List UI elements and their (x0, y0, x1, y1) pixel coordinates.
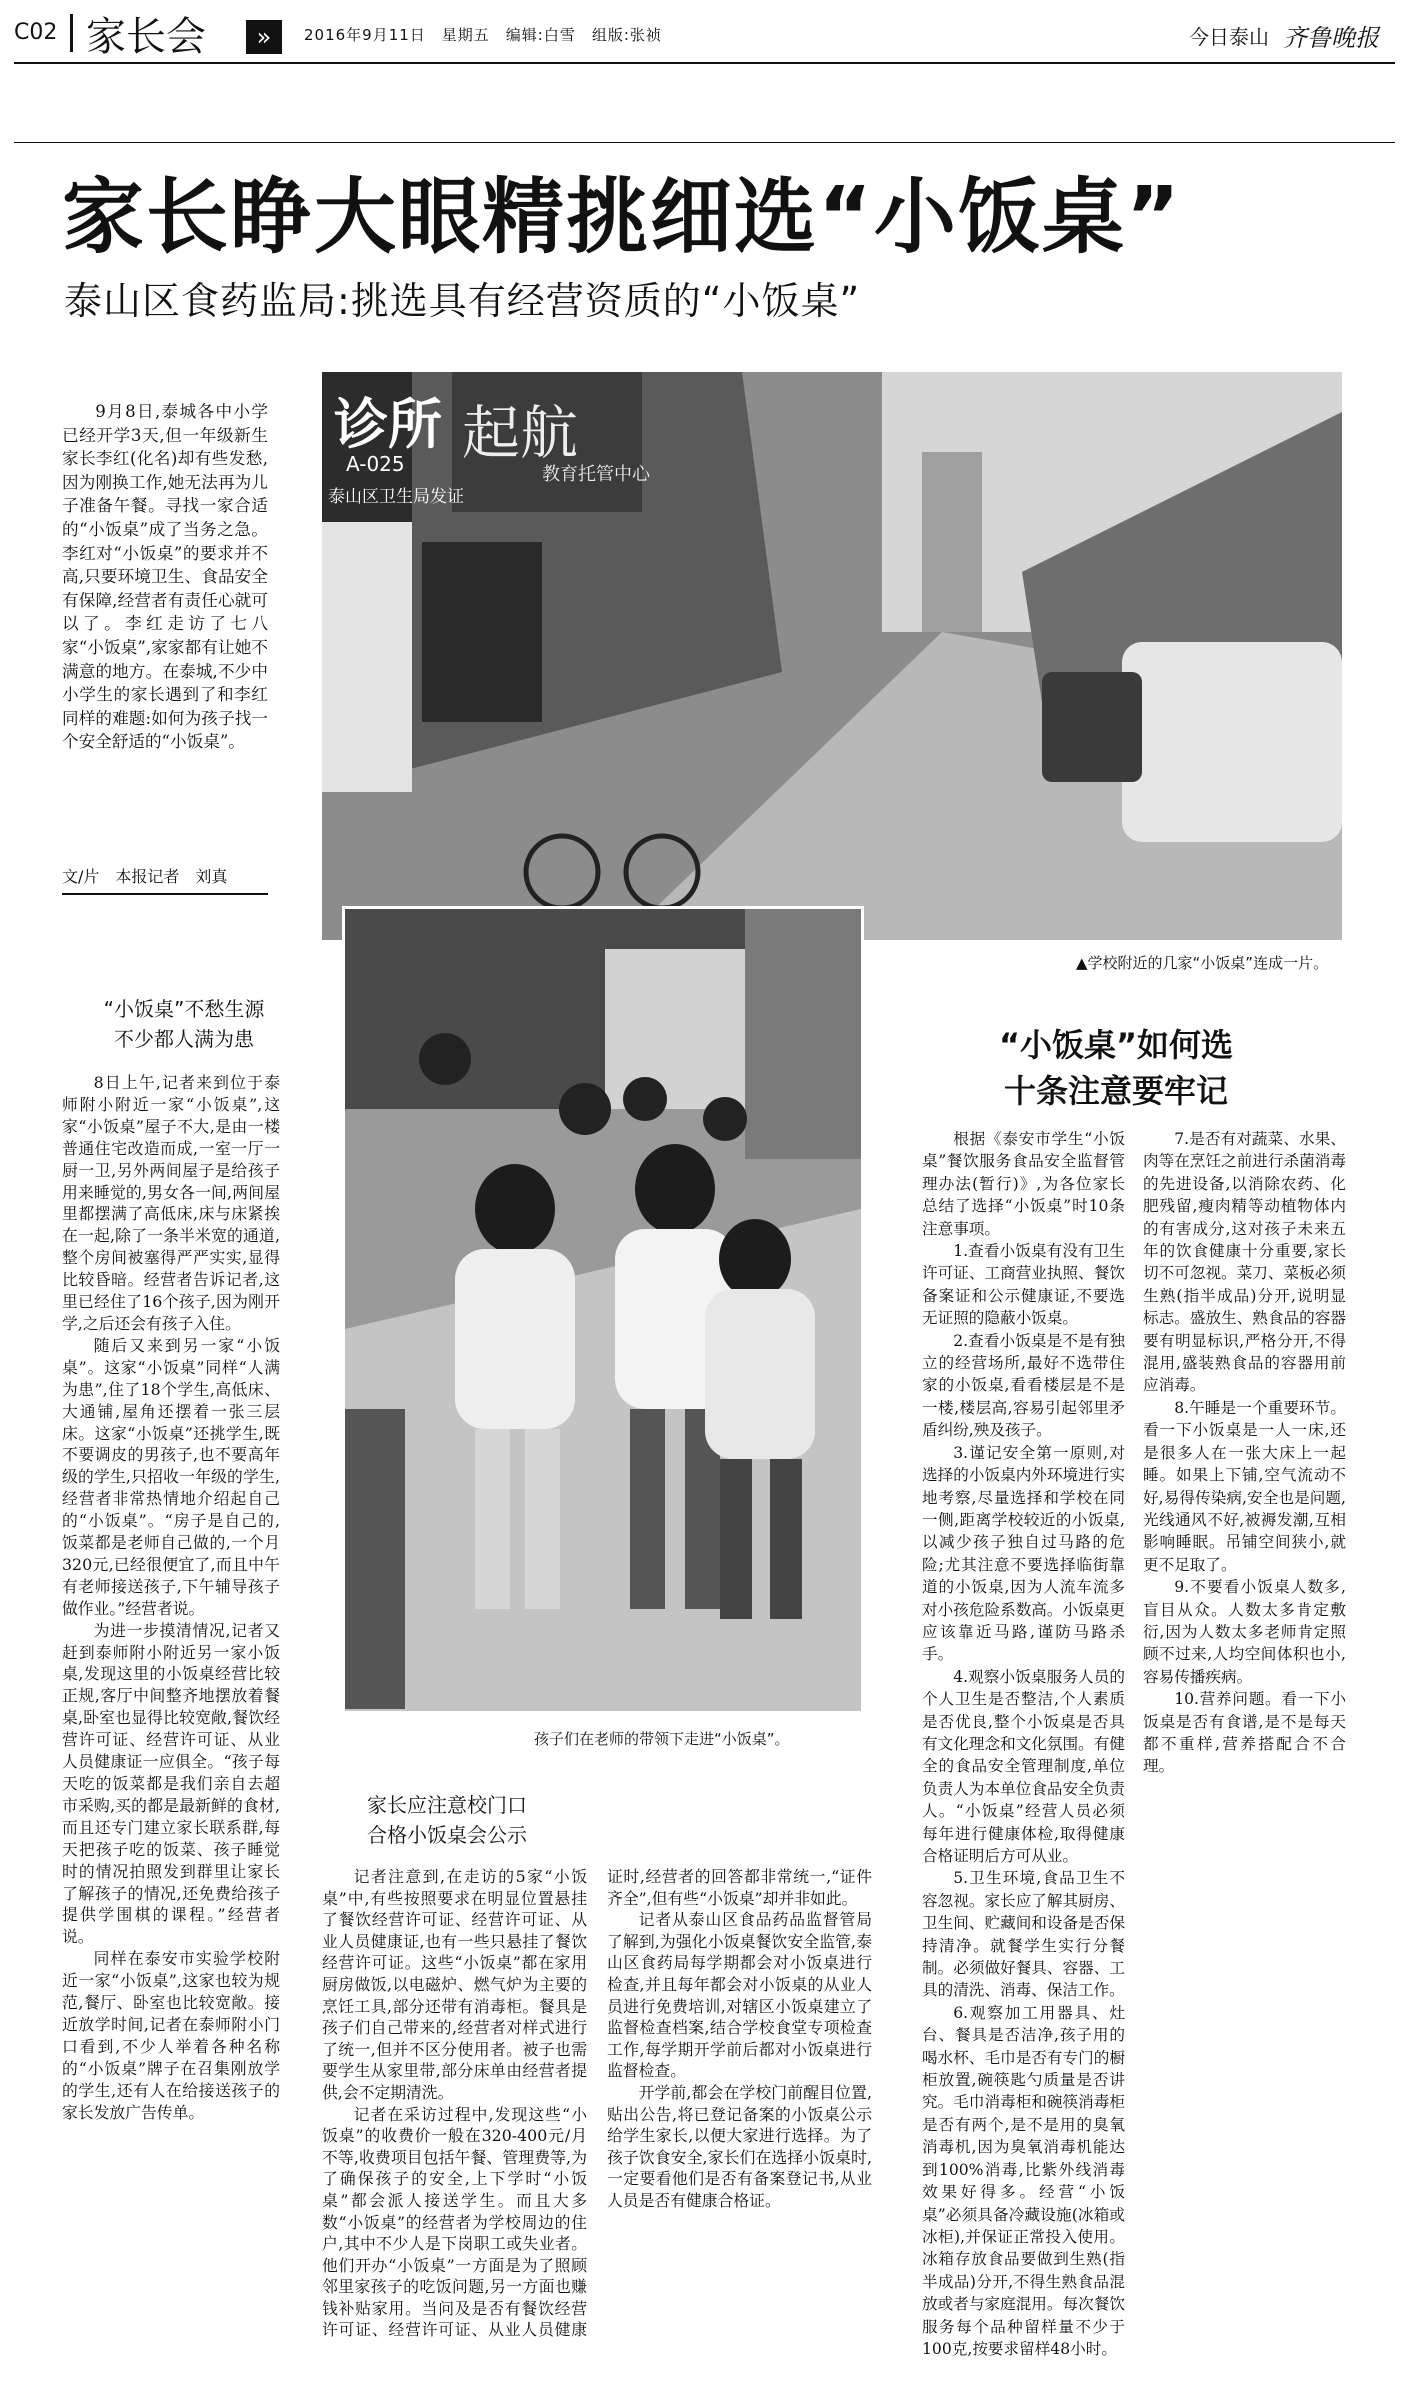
top-rule (14, 142, 1395, 143)
tip-item: 6.观察加工用器具、灶台、餐具是否洁净,孩子用的喝水杯、毛巾是否有专门的橱柜放置,碗筷匙勺质量是否讲究。毛巾消毒柜和碗筷消毒柜是否有两个,是不是用的臭氧消毒机,因为臭氧消毒机能达到100%消毒,比紫外线消毒效果好得多。经营“小饭桌”必须具备冷藏设施(冰箱或冰柜),并保证正常投入使用。冰箱存放食品要做到生熟(指半成品)分开,不得生熟食品混放或者与家庭混用。每次餐饮服务每个品种留样量不少于100克,按要求留样48小时。 (922, 2003, 1125, 2358)
section1-paragraph: 为进一步摸清情况,记者又赶到泰师附小附近另一家小饭桌,发现这里的小饭桌经营比较正规,客厅中间整齐地摆放着餐桌,卧室也显得比较宽敞,餐饮经营许可证、经营许可证、从业人员健康证一应俱全。“孩子每天吃的饭菜都是我们亲自去超市采购,买的都是最新鲜的食材,而且还专门建立家长联系群,每天把孩子吃的饭菜、孩子睡觉时的情况拍照发到群里让家长了解孩子的情况,还免费给孩子提供学围棋的课程。”经营者说。 (62, 1620, 280, 1947)
header-divider (70, 14, 73, 52)
section2-paragraph: 记者在采访过程中,发现这些“小饭桌”的收费价一般在320-400元/月不等,收费项目包括午餐、管理费等,为了确保孩子的安全,上下学时“小饭桌”都会派人接送学生。而且大多数“小饭桌”的经营者为学校周边的住户,其中不少人是下岗职工或失业者。他们开办“小饭桌”一方面是为了照顾邻里家孩子的吃饭问题,另一方面也赚钱补贴家用。当问及是否有餐饮经营许可证、经营许可证、从业人员健康证时,经营者的回答都非常统一,“证件齐全”,但有些“小饭桌”却并非如此。 (322, 1867, 872, 2340)
sign-number: A-025 (346, 452, 405, 476)
page-number: C02 (14, 20, 58, 45)
kids-photo-caption: 孩子们在老师的带领下走进“小饭桌”。 (534, 1730, 790, 1748)
section1-paragraph: 同样在泰安市实验学校附近一家“小饭桌”,这家也较为规范,餐厅、卧室也比较宽敞。接近放学时间,记者在泰师附小门口看到,不少人举着各种名称的“小饭桌”牌子在召集刚放学的学生,还有人在给接送孩子的家长发放广告传单。 (62, 1949, 280, 2122)
edition-name: 今日泰山 (1189, 25, 1269, 49)
section1-heading (62, 994, 306, 1054)
tip-item: 7.是否有对蔬菜、水果、肉等在烹饪之前进行杀菌消毒的先进设备,以消除农药、化肥残留,瘦肉精等动植物体内的有害成分,这对孩子未来五年的饮食健康十分重要,家长切不可忽视。菜刀、菜板必须生熟(指半成品)分开,说明显标志。盛放生、熟食品的容器要有明显标识,严格分开,不得混用,盛装熟食品的容器用前应消毒。 (1143, 1130, 1346, 1395)
street-photo-caption: ▲学校附近的几家“小饭桌”连成一片。 (1076, 954, 1329, 972)
street-photo (322, 372, 1342, 940)
issue-meta: 2016年9月11日 星期五 编辑:白雪 组版:张祯 (304, 26, 662, 44)
section1-paragraph: 随后又来到另一家“小饭桌”。这家“小饭桌”同样“人满为患”,住了18个学生,高低床、大通铺,屋角还摆着一张三层床。这家“小饭桌”还挑学生,既不要调皮的男孩子,也不要高年级的学生,只招收一年级的学生,经营者非常热情地介绍起自己的“小饭桌”。“房子是自己的,饭菜都是老师自己做的,一个月320元,已经很便宜了,而且中午有老师接送孩子,下午辅导孩子做作业。”经营者说。 (62, 1335, 280, 1618)
sign-tutoring: 教育托管中心 (542, 464, 650, 485)
sign-health-bureau: 泰山区卫生局发证 (328, 487, 464, 507)
section2-body (322, 1866, 872, 2366)
section2-paragraph: 记者从泰山区食品药品监督管局了解到,为强化小饭桌餐饮安全监管,泰山区食药局每学期都会对小饭桌进行检查,并且每年都会对小饭桌的从业人员进行免费培训,对辖区小饭桌建立了监督检查档案,结合学校食堂专项检查工作,每学期开学前后都对小饭桌进行监督检查。 (607, 1910, 872, 2081)
header-right (1189, 18, 1379, 53)
tip-item: 1.查看小饭桌有没有卫生许可证、工商营业执照、餐饮备案证和公示健康证,不要选无证照的隐蔽小饭桌。 (922, 1242, 1125, 1328)
section1-body (62, 1072, 280, 2362)
section2-heading-line2: 合格小饭桌会公示 (367, 1823, 527, 1847)
section2-heading-line1: 家长应注意校门口 (367, 1793, 527, 1817)
section1-heading-line1: “小饭桌”不愁生源 (103, 997, 265, 1021)
section-arrow-icon: » (246, 20, 282, 54)
kids-photo (342, 906, 864, 1714)
section2-heading (322, 1790, 572, 1850)
tip-item: 2.查看小饭桌是不是有独立的经营场所,最好不选带住家的小饭桌,看看楼层是不是一楼,楼层高,容易引起邻里矛盾纠纷,殃及孩子。 (922, 1331, 1125, 1440)
byline: 文/片 本报记者 刘真 (62, 864, 268, 895)
tip-item: 9.不要看小饭桌人数多,盲目从众。人数太多肯定敷衍,因为人数太多老师肯定照顾不过来,人均空间体积也小,容易传播疾病。 (1143, 1578, 1346, 1686)
tip-item: 5.卫生环境,食品卫生不容忽视。家长应了解其厨房、卫生间、贮藏间和设备是否保持清净。就餐学生实行分餐制。必须做好餐具、容器、工具的清洗、消毒、保洁工作。 (922, 1869, 1125, 2000)
tip-item: 4.观察小饭桌服务人员的个人卫生是否整洁,个人素质是否优良,整个小饭桌是否具有文化理念和文化氛围。有健全的食品安全管理制度,单位负责人为本单位食品安全负责人。“小饭桌”经营人员必须每年进行健康体检,取得健康合格证明后方可从业。 (922, 1667, 1125, 1865)
headline: 家长睁大眼精挑细选“小饭桌” (62, 170, 1182, 265)
sign-qihang: 起航 (462, 399, 579, 467)
section3-heading (886, 1022, 1346, 1114)
section3-heading-line2: 十条注意要牢记 (1003, 1072, 1228, 1110)
tip-item: 10.营养问题。看一下小饭桌是否有食谱,是不是每天都不重样,营养搭配合不合理。 (1143, 1690, 1346, 1776)
header-rule (14, 62, 1395, 64)
section2-paragraph: 记者注意到,在走访的5家“小饭桌”中,有些按照要求在明显位置悬挂了餐饮经营许可证、经营许可证、从业人员健康证,也有一些只悬挂了餐饮经营许可证。这些“小饭桌”都在家用厨房做饭,以电磁炉、燃气炉为主要的烹饪工具,部分还带有消毒柜。餐具是孩子们自己带来的,经营者对样式进行了统一,但并不区分使用者。被子也需要学生从家里带,部分床单由经营者提供,会不定期清洗。 (322, 1867, 587, 2102)
section3-body (922, 1128, 1346, 2368)
section3-heading-line1: “小饭桌”如何选 (998, 1026, 1234, 1064)
intro-paragraph: 9月8日,泰城各中小学已经开学3天,但一年级新生家长李红(化名)却有些发愁,因为刚换工作,她无法再为儿子准备午餐。寻找一家合适的“小饭桌”成了当务之急。李红对“小饭桌”的要求并不高,只要环境卫生、食品安全有保障,经营者有责任心就可以了。李红走访了七八家“小饭桌”,家家都有让她不满意的地方。在泰城,不少中小学生的家长遇到了和李红同样的难题:如何为孩子找一个安全舒适的“小饭桌”。 (62, 402, 268, 752)
subheadline: 泰山区食药监局:挑选具有经营资质的“小饭桌” (64, 279, 861, 323)
tip-item: 8.午睡是一个重要环节。看一下小饭桌是一人一床,还是很多人在一张大床上一起睡。如果上下铺,空气流动不好,易得传染病,安全也是问题,光线通风不好,被褥发潮,互相影响睡眠。吊铺空间狭小,就更不足取了。 (1143, 1398, 1346, 1574)
kids-photo-image (345, 909, 861, 1711)
section1-heading-line2: 不少都人满为患 (114, 1027, 254, 1051)
tip-item: 3.谨记安全第一原则,对选择的小饭桌内外环境进行实地考察,尽量选择和学校在同一侧,距离学校较近的小饭桌,以减少孩子独自过马路的危险;尤其注意不要选择临街靠道的小饭桌,因为人流车流多对小孩危险系数高。小饭桌更应该靠近马路,谨防马路杀手。 (922, 1443, 1125, 1664)
intro-text (62, 400, 268, 754)
sign-clinic: 诊所 (334, 393, 442, 456)
section2-paragraph: 开学前,都会在学校门前醒目位置,贴出公告,将已登记备案的小饭桌公示给学生家长,以便大家进行选择。为了孩子饮食安全,家长们在选择小饭桌时,一定要看他们是否有备案登记书,从业人员是否有健康合格证。 (607, 2082, 872, 2210)
section1-paragraph: 8日上午,记者来到位于泰师附小附近一家“小饭桌”,这家“小饭桌”屋子不大,是由一楼普通住宅改造而成,一室一厅一厨一卫,另外两间屋子是给孩子用来睡觉的,男女各一间,两间屋里都摆满了高低床,床与床紧挨在一起,除了一条半米宽的通道,整个房间被塞得严严实实,显得比较昏暗。经营者告诉记者,这里已经住了16个孩子,因为刚开学,之后还会有孩子入住。 (62, 1073, 280, 1333)
tips-intro: 根据《泰安市学生“小饭桌”餐饮服务食品安全监督管理办法(暂行)》,为各位家长总结了选择“小饭桌”时10条注意事项。 (922, 1130, 1125, 1238)
newspaper-brand: 齐鲁晚报 (1283, 24, 1379, 52)
section-title: 家长会 (86, 14, 206, 60)
